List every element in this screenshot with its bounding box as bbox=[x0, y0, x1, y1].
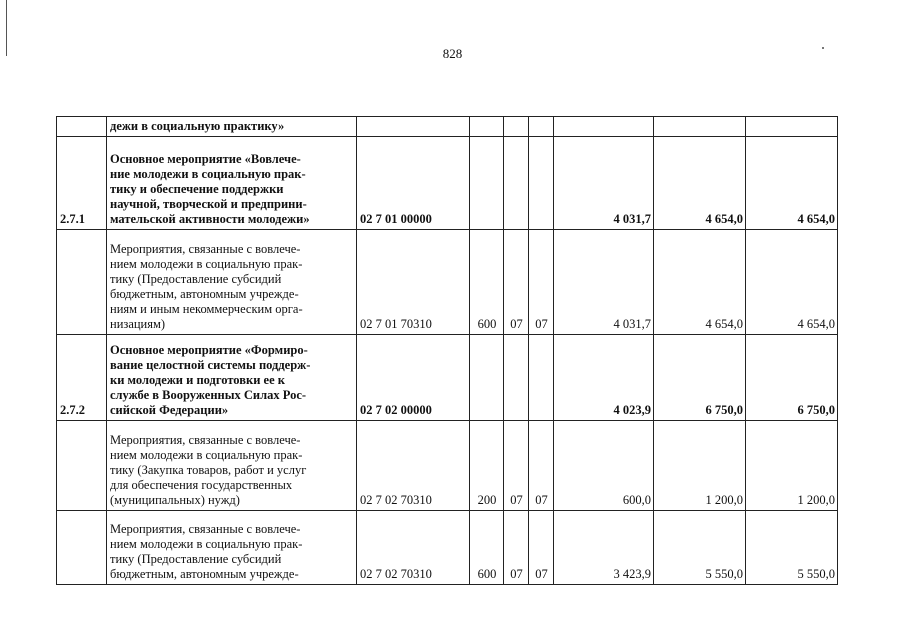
description-line: дежи в социальную практику» bbox=[110, 119, 285, 133]
amount-year-2-cell: 1 200,0 bbox=[654, 421, 746, 511]
amount-year-2-cell: 5 550,0 bbox=[654, 511, 746, 585]
section-cell bbox=[504, 335, 529, 421]
description-line: Мероприятия, связанные с вовлече- bbox=[110, 242, 301, 256]
description-line: мательской активности молодежи» bbox=[110, 212, 310, 226]
section-cell: 07 bbox=[504, 230, 529, 335]
description-line: нием молодежи в социальную прак- bbox=[110, 257, 303, 271]
row-number-cell bbox=[57, 421, 107, 511]
amount-year-3-cell: 5 550,0 bbox=[746, 511, 838, 585]
expense-type-cell: 600 bbox=[470, 511, 504, 585]
description-line: бюджетным, автономным учрежде- bbox=[110, 287, 299, 301]
section-cell bbox=[504, 137, 529, 230]
row-number-cell bbox=[57, 230, 107, 335]
expense-type-cell: 600 bbox=[470, 230, 504, 335]
table-row bbox=[57, 230, 838, 335]
amount-year-3-cell: 1 200,0 bbox=[746, 421, 838, 511]
row-number-cell: 2.7.1 bbox=[57, 137, 107, 230]
description-line: службе в Вооруженных Силах Рос- bbox=[110, 388, 307, 402]
description-line: нием молодежи в социальную прак- bbox=[110, 448, 303, 462]
subsection-cell bbox=[529, 137, 554, 230]
description-line: Мероприятия, связанные с вовлече- bbox=[110, 433, 301, 447]
description-line: низациям) bbox=[110, 317, 166, 331]
description-line: ние молодежи в социальную прак- bbox=[110, 167, 306, 181]
amount-year-2-cell bbox=[654, 117, 746, 137]
table-row bbox=[57, 117, 838, 137]
description-line: бюджетным, автономным учрежде- bbox=[110, 567, 299, 581]
description-line: Основное мероприятие «Вовлече- bbox=[110, 152, 301, 166]
section-cell: 07 bbox=[504, 511, 529, 585]
description-line: Мероприятия, связанные с вовлече- bbox=[110, 522, 301, 536]
section-cell bbox=[504, 117, 529, 137]
amount-year-1-cell: 4 023,9 bbox=[554, 335, 654, 421]
description-line: тику и обеспечение поддержки bbox=[110, 182, 284, 196]
amount-year-3-cell: 4 654,0 bbox=[746, 230, 838, 335]
table-row bbox=[57, 335, 838, 421]
description-line: тику (Предоставление субсидий bbox=[110, 272, 282, 286]
table-row bbox=[57, 511, 838, 585]
amount-year-3-cell bbox=[746, 117, 838, 137]
description-line: тику (Закупка товаров, работ и услуг bbox=[110, 463, 307, 477]
description-cell bbox=[107, 421, 357, 511]
description-line: тику (Предоставление субсидий bbox=[110, 552, 282, 566]
classification-code-cell: 02 7 02 00000 bbox=[357, 335, 470, 421]
description-cell bbox=[107, 511, 357, 585]
amount-year-3-cell: 6 750,0 bbox=[746, 335, 838, 421]
amount-year-1-cell bbox=[554, 117, 654, 137]
row-number-cell bbox=[57, 511, 107, 585]
classification-code-cell: 02 7 02 70310 bbox=[357, 511, 470, 585]
description-line: Основное мероприятие «Формиро- bbox=[110, 343, 308, 357]
page-number: 828 bbox=[442, 46, 463, 61]
table-row bbox=[57, 137, 838, 230]
classification-code-cell: 02 7 01 00000 bbox=[357, 137, 470, 230]
amount-year-1-cell: 4 031,7 bbox=[554, 230, 654, 335]
amount-year-2-cell: 4 654,0 bbox=[654, 230, 746, 335]
amount-year-1-cell: 3 423,9 bbox=[554, 511, 654, 585]
description-line: сийской Федерации» bbox=[110, 403, 229, 417]
expense-type-cell: 200 bbox=[470, 421, 504, 511]
subsection-cell: 07 bbox=[529, 511, 554, 585]
description-line: ки молодежи и подготовки ее к bbox=[110, 373, 285, 387]
description-line: ниям и иным некоммерческим орга- bbox=[110, 302, 303, 316]
expense-type-cell bbox=[470, 335, 504, 421]
amount-year-1-cell: 4 031,7 bbox=[554, 137, 654, 230]
description-cell bbox=[107, 117, 357, 137]
description-cell bbox=[107, 137, 357, 230]
row-number-cell: 2.7.2 bbox=[57, 335, 107, 421]
budget-table bbox=[56, 116, 838, 585]
row-number-cell bbox=[57, 117, 107, 137]
description-cell bbox=[107, 335, 357, 421]
amount-year-2-cell: 6 750,0 bbox=[654, 335, 746, 421]
description-line: научной, творческой и предприни- bbox=[110, 197, 307, 211]
classification-code-cell bbox=[357, 117, 470, 137]
classification-code-cell: 02 7 02 70310 bbox=[357, 421, 470, 511]
table-row bbox=[57, 421, 838, 511]
subsection-cell: 07 bbox=[529, 230, 554, 335]
description-line: для обеспечения государственных bbox=[110, 478, 293, 492]
description-line: нием молодежи в социальную прак- bbox=[110, 537, 303, 551]
subsection-cell bbox=[529, 335, 554, 421]
description-cell bbox=[107, 230, 357, 335]
description-line: (муниципальных) нужд) bbox=[110, 493, 240, 507]
description-line: вание целостной системы поддерж- bbox=[110, 358, 311, 372]
expense-type-cell bbox=[470, 117, 504, 137]
subsection-cell: 07 bbox=[529, 421, 554, 511]
expense-type-cell bbox=[470, 137, 504, 230]
budget-table-body bbox=[57, 117, 838, 585]
amount-year-1-cell: 600,0 bbox=[554, 421, 654, 511]
amount-year-2-cell: 4 654,0 bbox=[654, 137, 746, 230]
amount-year-3-cell: 4 654,0 bbox=[746, 137, 838, 230]
classification-code-cell: 02 7 01 70310 bbox=[357, 230, 470, 335]
section-cell: 07 bbox=[504, 421, 529, 511]
subsection-cell bbox=[529, 117, 554, 137]
